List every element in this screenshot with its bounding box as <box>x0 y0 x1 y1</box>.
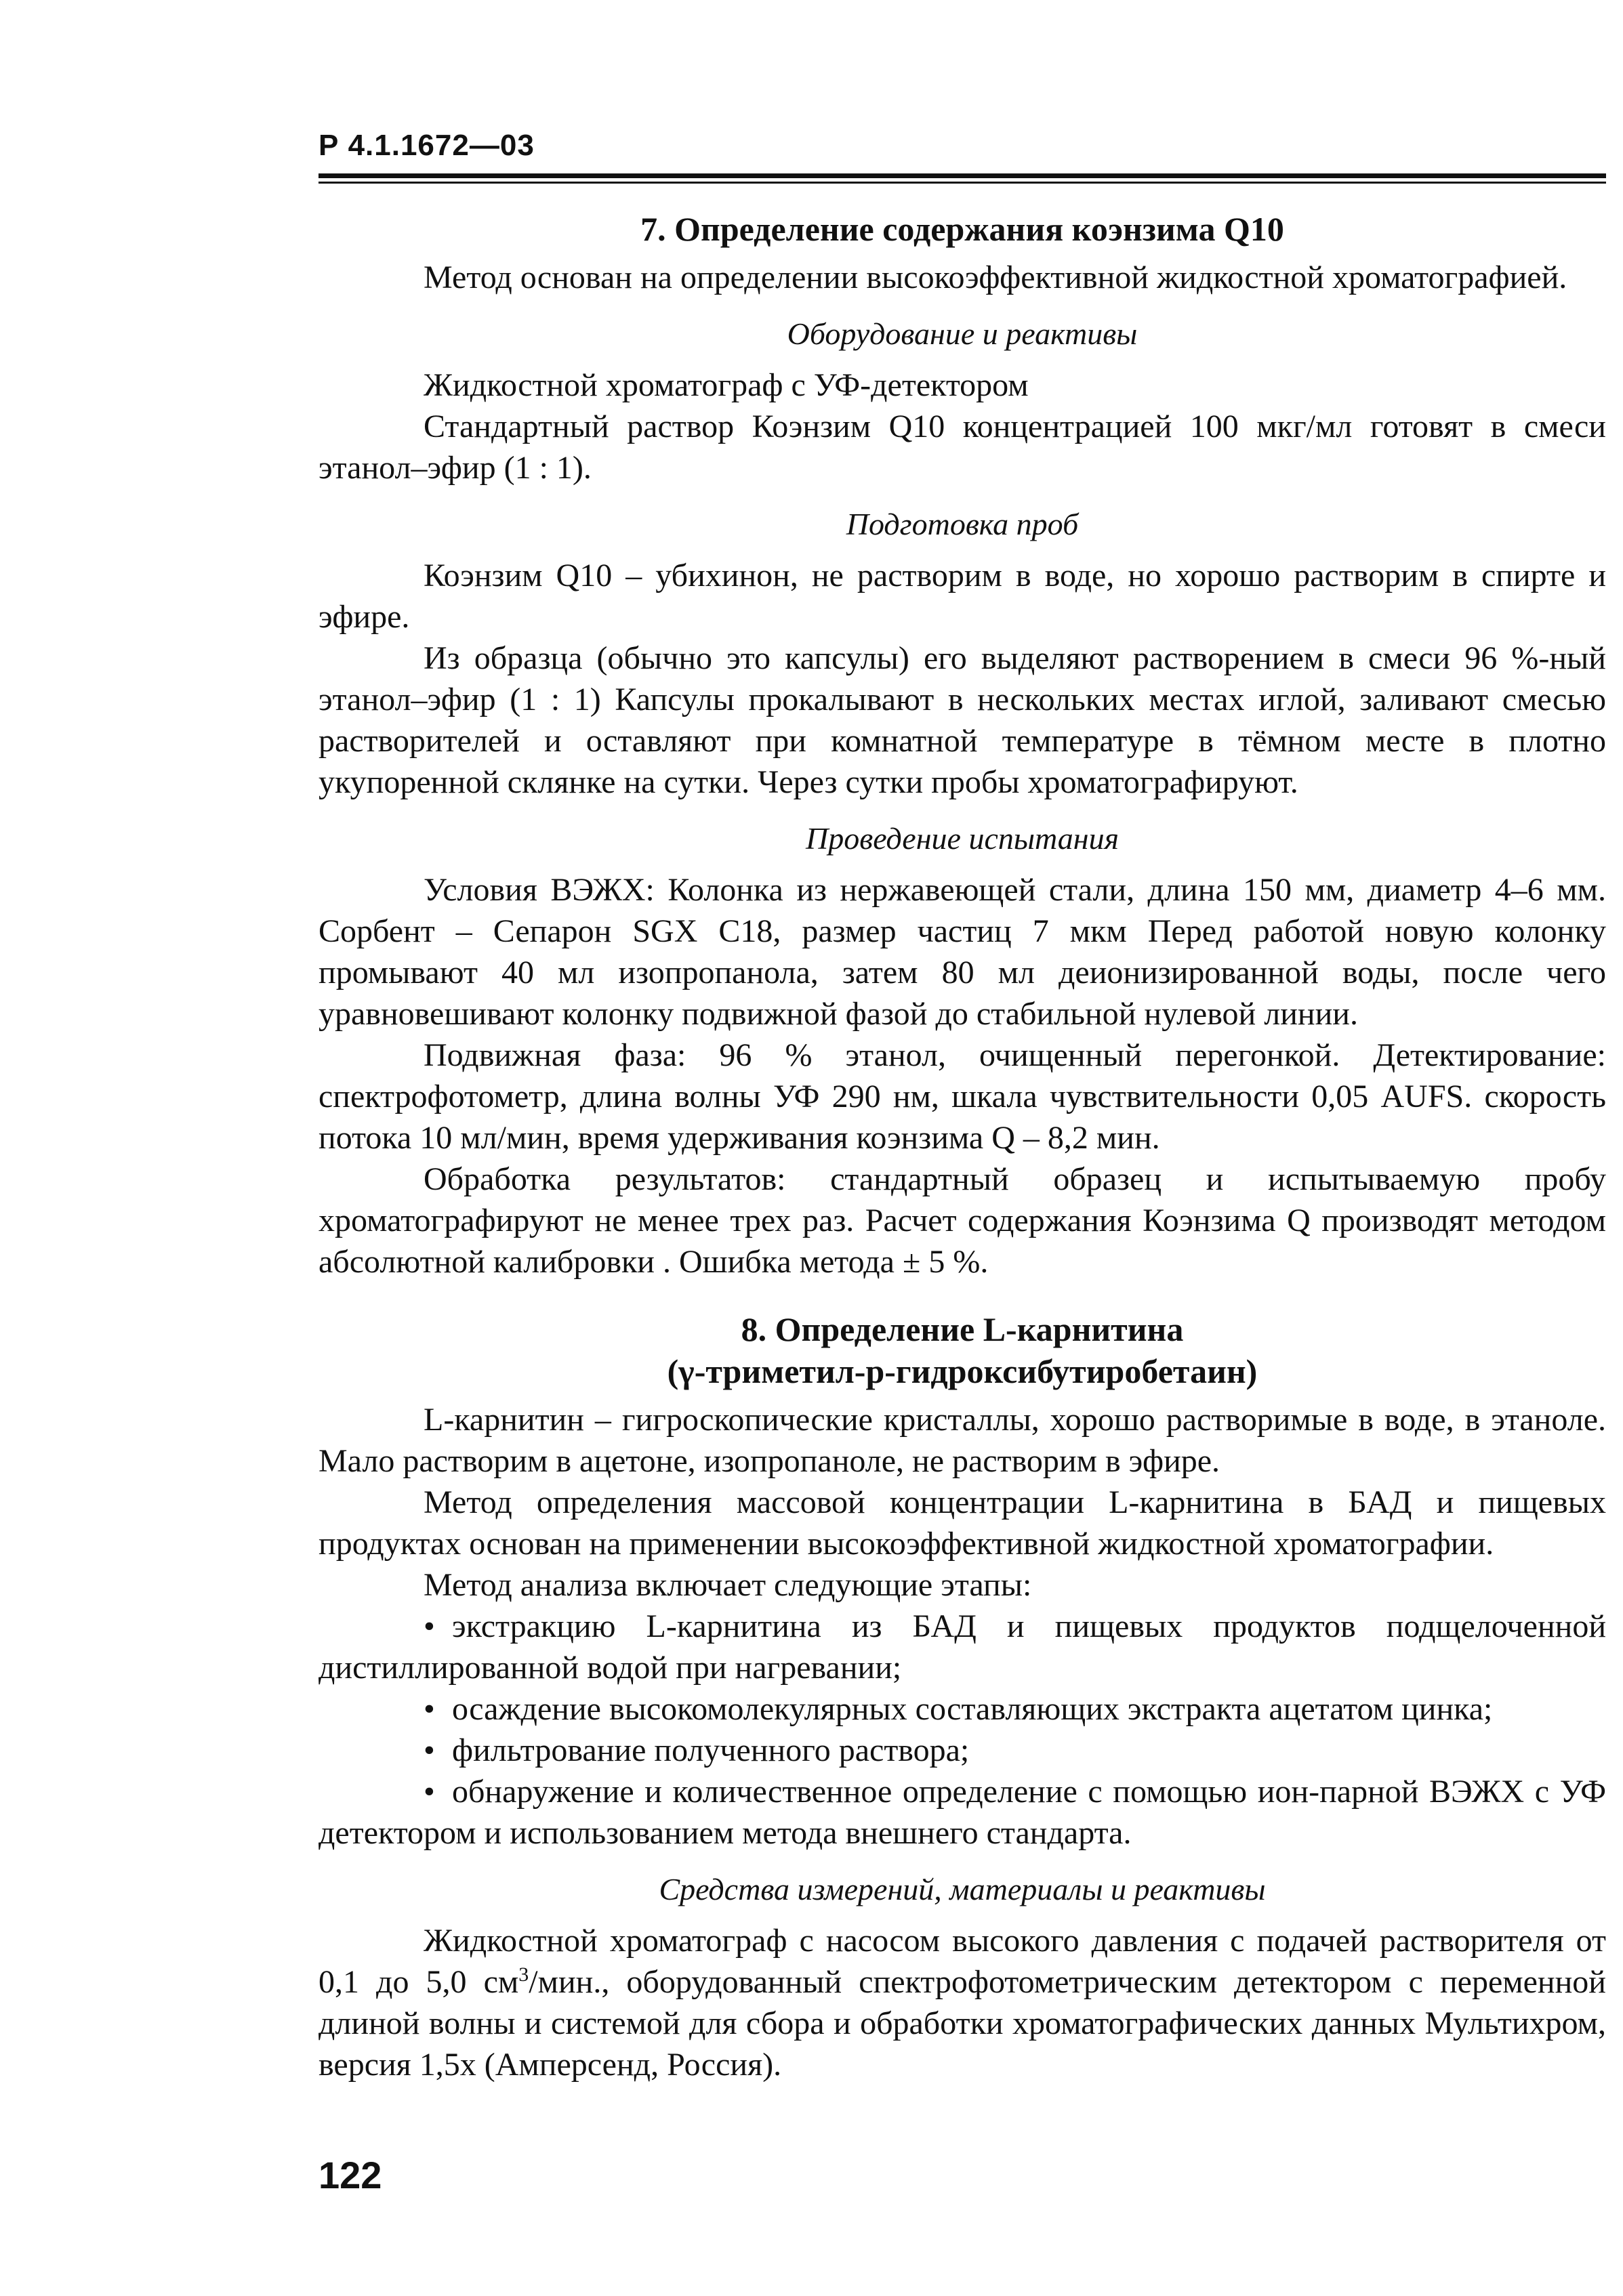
bullet-icon: • <box>424 1608 435 1644</box>
sample-prep-paragraph-2: Из образца (обычно это капсулы) его выделяют растворением в смеси 96 %-ный этанол–эфир (1 : 1) Капсулы прокалывают в нескольких местах иглой, заливают смесью растворителей и оставляют при комнатной температуре в тёмном месте в плотно укупоренной склянке на сутки. Через сутки пробы хроматографируют. <box>319 640 1606 800</box>
list-item <box>319 1688 1606 1730</box>
means-paragraph-1 <box>319 1920 1606 2085</box>
equipment-paragraph-2: Стандартный раствор Коэнзим Q10 концентрацией 100 мкг/мл готовят в смеси этанол–эфир (1 : 1). <box>319 409 1606 486</box>
sample-prep-heading: Подготовка проб <box>846 507 1079 541</box>
carnitine-paragraph-2: Метод определения массовой концентрации L-карнитина в БАД и пищевых продуктах основан на применении высокоэффективной жидкостной хроматографии. <box>319 1484 1606 1562</box>
list-item <box>319 1730 1606 1771</box>
equipment-paragraph-1: Жидкостной хроматограф с УФ-детектором <box>424 367 1029 403</box>
doc-code-header: Р 4.1.1672—03 <box>319 129 535 162</box>
document-page <box>319 129 1606 2085</box>
page-number: 122 <box>319 2154 382 2196</box>
carnitine-paragraph-3: Метод анализа включает следующие этапы: <box>424 1567 1032 1603</box>
testing-paragraph-2: Подвижная фаза: 96 % этанол, очищенный перегонкой. Детектирование: спектрофотометр, длина волны УФ 290 нм, шкала чувствительности 0,05 AUFS. скорость потока 10 мл/мин, время удерживания коэнзима Q – 8,2 мин. <box>319 1037 1606 1156</box>
superscript-3: 3 <box>518 1963 529 1986</box>
means-text-part-a: Жидкостной хроматограф с насосом высокого давления с подачей растворителя от 0,1 до 5,0 см <box>319 1923 1606 2000</box>
testing-paragraph-1: Условия ВЭЖХ: Колонка из нержавеющей стали, длина 150 мм, диаметр 4–6 мм. Сорбент – Сепарон SGX C18, размер частиц 7 мкм Перед работой новую колонку промывают 40 мл изопропанола, затем 80 мл деионизированной воды, после чего уравновешивают колонку подвижной фазой до стабильной нулевой линии. <box>319 872 1606 1032</box>
list-item <box>319 1606 1606 1688</box>
testing-paragraph-3: Обработка результатов: стандартный образец и испытываемую пробу хроматографируют не менее трех раз. Расчет содержания Коэнзима Q производят методом абсолютной калибровки . Ошибка метода ± 5 %. <box>319 1161 1606 1280</box>
list-item-text: экстракцию L-карнитина из БАД и пищевых продуктов подщелоченной дистиллированной водой при нагревании; <box>319 1608 1606 1686</box>
section-7-intro: Метод основан на определении высокоэффективной жидкостной хроматографией. <box>424 259 1567 295</box>
section-7-title: 7. Определение содержания коэнзима Q10 <box>640 210 1284 248</box>
list-item-text: осаждение высокомолекулярных составляющих экстракта ацетатом цинка; <box>452 1691 1493 1727</box>
section-8-title <box>319 1308 1606 1392</box>
sample-prep-paragraph-1: Коэнзим Q10 – убихинон, не растворим в воде, но хорошо растворим в спирте и эфире. <box>319 558 1606 635</box>
list-item-text: фильтрование полученного раствора; <box>452 1732 970 1768</box>
means-heading: Средства измерений, материалы и реактивы <box>659 1872 1266 1906</box>
equipment-heading: Оборудование и реактивы <box>787 316 1138 351</box>
section-8-title-line-1: 8. Определение L-карнитина <box>741 1310 1184 1348</box>
header-rule-thick <box>319 173 1606 178</box>
bullet-icon: • <box>424 1774 435 1810</box>
bullet-icon: • <box>424 1691 435 1727</box>
header-rule-thin <box>319 182 1606 184</box>
list-item-text: обнаружение и количественное определение с помощью ион-парной ВЭЖХ с УФ детектором и использованием метода внешнего стандарта. <box>319 1774 1606 1851</box>
list-item <box>319 1771 1606 1854</box>
section-8-title-line-2: (γ-триметил-р-гидроксибутиробетаин) <box>667 1352 1258 1390</box>
carnitine-paragraph-1: L-карнитин – гигроскопические кристаллы, хорошо растворимые в воде, в этаноле. Мало растворим в ацетоне, изопропаноле, не растворим в эфире. <box>319 1402 1606 1479</box>
means-text-part-b: /мин., оборудованный спектрофотометрическим детектором с переменной длиной волны и системой для сбора и обработки хроматографических данных Мультихром, версия 1,5х (Амперсенд, Россия). <box>319 1964 1606 2083</box>
bullet-icon: • <box>424 1732 435 1768</box>
testing-heading: Проведение испытания <box>806 821 1119 856</box>
